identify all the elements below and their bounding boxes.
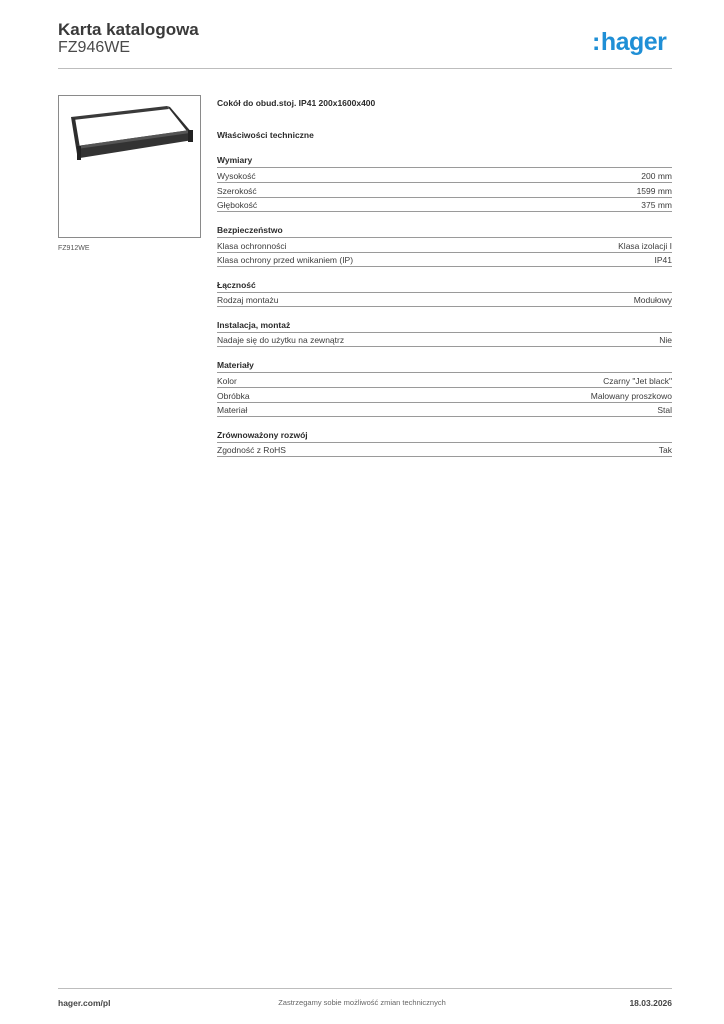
property-section: [217, 153, 672, 212]
section-title: Materiały: [217, 360, 254, 370]
property-row: [217, 442, 672, 457]
property-row: [217, 292, 672, 307]
section-title: Instalacja, montaż: [217, 320, 291, 330]
property-section: [217, 318, 672, 347]
property-row: [217, 237, 672, 252]
header-divider: [58, 68, 672, 69]
property-value: IP41: [654, 255, 672, 265]
property-section: [217, 428, 672, 457]
property-row: [217, 197, 672, 212]
properties-sections: [217, 153, 672, 457]
product-image-caption: FZ912WE: [58, 245, 90, 252]
property-section: [217, 278, 672, 307]
property-value: Czarny "Jet black": [603, 375, 672, 386]
section-title: Łączność: [217, 280, 256, 290]
product-name: Cokół do obud.stoj. IP41 200x1600x400: [217, 98, 376, 108]
property-label: Głębokość: [217, 200, 258, 210]
property-label: Materiał: [217, 405, 248, 415]
document-title: Karta katalogowa: [58, 20, 199, 39]
product-code: FZ946WE: [58, 39, 131, 56]
footer-divider: [58, 988, 672, 989]
property-label: Kolor: [217, 375, 237, 386]
property-label: Zgodność z RoHS: [217, 445, 286, 455]
product-details: [217, 96, 672, 457]
property-value: Modułowy: [633, 295, 672, 305]
property-label: Rodzaj montażu: [217, 295, 279, 305]
property-value: Malowany proszkowo: [590, 390, 672, 401]
property-label: Klasa ochronności: [217, 240, 287, 251]
technical-properties-heading: Właściwości techniczne: [217, 130, 314, 140]
property-value: Klasa izolacji I: [618, 240, 672, 251]
section-title: Wymiary: [217, 155, 253, 165]
property-row: [217, 252, 672, 267]
footer-disclaimer: Zastrzegamy sobie możliwość zmian technicznych: [278, 998, 446, 1007]
property-row: [217, 402, 672, 417]
property-value: Tak: [658, 445, 672, 455]
logo-text: hager: [600, 28, 667, 56]
hager-logo: :hager: [592, 28, 667, 56]
footer-date: 18.03.2026: [629, 998, 672, 1008]
property-value: 1599 mm: [636, 185, 672, 196]
plinth-frame-image: [59, 96, 200, 237]
property-value: Stal: [657, 405, 672, 415]
property-value: Nie: [659, 335, 672, 345]
property-row: [217, 387, 672, 402]
property-label: Wysokość: [217, 170, 256, 181]
section-title: Zrównoważony rozwój: [217, 430, 308, 440]
property-value: 375 mm: [641, 200, 672, 210]
property-row: [217, 167, 672, 182]
property-section: [217, 223, 672, 267]
property-row: [217, 182, 672, 197]
property-row: [217, 332, 672, 347]
property-value: 200 mm: [641, 170, 672, 181]
property-row: [217, 372, 672, 387]
property-label: Obróbka: [217, 390, 250, 401]
product-image: [58, 95, 201, 238]
footer-website-link[interactable]: hager.com/pl: [58, 998, 111, 1008]
section-title: Bezpieczeństwo: [217, 225, 283, 235]
property-label: Klasa ochrony przed wnikaniem (IP): [217, 255, 354, 265]
property-label: Nadaje się do użytku na zewnątrz: [217, 335, 345, 345]
property-label: Szerokość: [217, 185, 257, 196]
property-section: [217, 358, 672, 417]
